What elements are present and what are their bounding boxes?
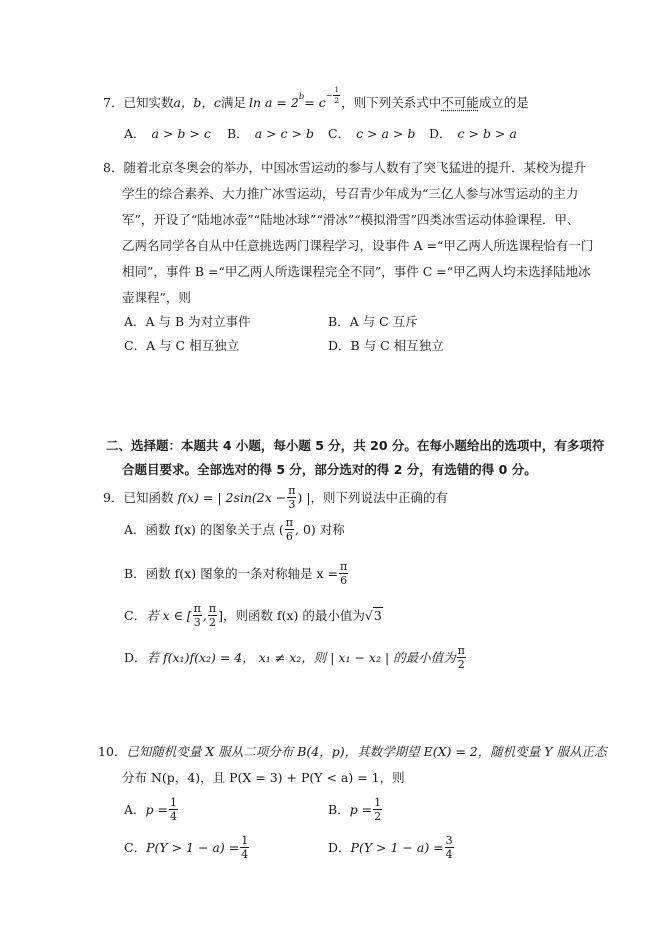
q9-stem: 9． 已知函数 f(x) = | 2sin(2x − $\frac{\pi}{3}$ ) | ，则下列说法中正确的有: [103, 483, 449, 511]
q7-eq-rhs: = c: [304, 94, 326, 110]
q7-exp-frac: $\frac{1}{2}$: [334, 85, 340, 105]
section-2-header-line-1: 二、选择题：本题共 4 小题，每小题 5 分，共 20 分。在每小题给出的选项中，有多项符: [106, 438, 605, 453]
q9-option-c: C． 若 x ∈ [ $\frac{\pi}{3}$ , $\frac{\pi}{2}$ ]，则函数 f(x) 的最小值为 √ 3: [124, 601, 382, 629]
q7-emph: 不可能: [441, 95, 479, 110]
q7-option-c: C． c > a > b: [328, 126, 416, 141]
q9-option-a: A． 函数 f(x) 的图象关于点 ( $\frac{\pi}{6}$ , 0) 对称: [124, 515, 345, 543]
q7-stem: [103, 85, 529, 111]
q8-line-1: 8．随着北京冬奥会的举办，中国冰雪运动的参与人数有了突飞猛进的提升．某校为提升: [103, 160, 586, 175]
q10-option-c: C． P(Y > 1 − a) = $\frac{1}{4}$: [124, 833, 249, 861]
q8-line-6: 壶课程”，则: [122, 290, 191, 305]
q10-option-b: B． p = $\frac{1}{2}$: [328, 795, 382, 823]
q8-line-5: 相同”，事件 B =“甲乙两人所选课程完全不同”，事件 C =“甲乙两人均未选择陆地冰: [122, 264, 591, 279]
q7-stem-mid: 满足: [220, 95, 246, 110]
sqrt-symbol: √: [364, 607, 373, 623]
q9-option-b: B． 函数 f(x) 图象的一条对称轴是 x = $\frac{\pi}{6}$: [124, 559, 348, 587]
q8-line-2: 学生的综合素养、大力推广冰雪运动，号召青少年成为“三亿人参与冰雪运动的主力: [122, 186, 579, 201]
q7-stem-prefix: 已知实数: [123, 95, 174, 110]
q7-option-d: D． c > b > a: [429, 126, 517, 141]
q7-vars: a，b，c: [173, 95, 221, 110]
q7-stem-suffix-2: 成立的是: [478, 95, 529, 110]
q7-number: 7．: [103, 95, 124, 110]
q9-option-d: D． 若 f(x₁)f(x₂) = 4， x₁ ≠ x₂，则 | x₁ − x₂ | 的最小值为 $\frac{\pi}{2}$: [124, 643, 465, 671]
q8-option-a: A．A 与 B 为对立事件: [124, 314, 251, 329]
q7-exp-c: − $\frac{1}{2}$: [325, 85, 340, 105]
q10-line-1: 10．已知随机变量 X 服从二项分布 B(4，p)，其数学期望 E(X) = 2，随机变量 Y 服从正态: [98, 744, 607, 759]
q8-option-b: B．A 与 C 互斥: [328, 314, 418, 329]
q9-pi-over-3: $\frac{\pi}{3}$: [288, 483, 296, 511]
q8-line-4: 乙两名同学各自从中任意挑选两门课程学习，设事件 A =“甲乙两人所选课程恰有一门: [122, 238, 594, 253]
q8-line-3: 军”，开设了“陆地冰壶”“陆地冰球”“滑冰”“模拟滑雪”四类冰雪运动体验课程．甲、: [122, 212, 580, 227]
q7-eq-lhs: ln a = 2: [248, 94, 299, 110]
q10-option-d: D． P(Y > 1 − a) = $\frac{3}{4}$: [328, 833, 453, 861]
q7-option-a: A． a > b > c: [124, 126, 211, 141]
q10-line-2: 分布 N(p，4)，且 P(X = 3) + P(Y < a) = 1，则: [122, 770, 405, 785]
q8-option-c: C．A 与 C 相互独立: [124, 338, 240, 353]
section-2-header-line-2: 合题目要求。全部选对的得 5 分，部分选对的得 2 分，有选错的得 0 分。: [122, 462, 537, 477]
q7-stem-suffix-1: ，则下列关系式中: [341, 95, 442, 110]
q7-exp-b: b: [298, 92, 305, 102]
q8-option-d: D．B 与 C 相互独立: [328, 338, 444, 353]
q7-option-b: B． a > c > b: [227, 126, 314, 141]
q9-function: f(x) = | 2sin(2x −: [177, 489, 287, 505]
q10-option-a: A． p = $\frac{1}{4}$: [124, 795, 177, 823]
